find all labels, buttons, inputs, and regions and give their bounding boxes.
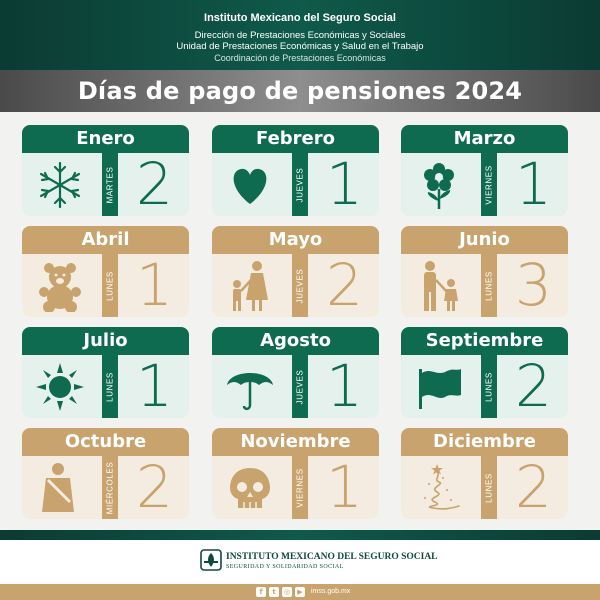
payment-date: 1 bbox=[515, 150, 552, 216]
website-link[interactable]: imss.gob.mx bbox=[311, 588, 351, 595]
month-name: Abril bbox=[81, 229, 130, 250]
month-card-octubre bbox=[22, 428, 189, 519]
payment-date: 2 bbox=[136, 150, 173, 216]
payment-date: 2 bbox=[326, 251, 363, 317]
payment-date: 1 bbox=[326, 352, 363, 418]
payment-date: 2 bbox=[515, 352, 552, 418]
month-card-mayo bbox=[212, 226, 379, 317]
christmas-tree-icon bbox=[413, 462, 465, 514]
month-name: Diciembre bbox=[433, 431, 536, 452]
month-name: Enero bbox=[76, 128, 135, 149]
twitter-icon[interactable]: t bbox=[269, 587, 279, 597]
youtube-icon[interactable]: ▶ bbox=[295, 587, 305, 597]
title-band bbox=[0, 70, 600, 112]
weekday-label: LUNES bbox=[105, 371, 115, 402]
month-card-septiembre bbox=[401, 327, 568, 418]
weekday-label: MARTES bbox=[105, 166, 115, 203]
month-name: Julio bbox=[83, 330, 128, 351]
weekday-label: LUNES bbox=[484, 472, 494, 503]
payment-date: 1 bbox=[136, 251, 173, 317]
month-name: Mayo bbox=[268, 229, 323, 250]
instagram-icon[interactable]: ◎ bbox=[283, 588, 291, 596]
snowflake-icon bbox=[34, 159, 86, 211]
footer-divider bbox=[0, 530, 600, 540]
weekday-label: LUNES bbox=[484, 270, 494, 301]
month-name: Febrero bbox=[256, 128, 335, 149]
month-card-junio bbox=[401, 226, 568, 317]
imss-logo-icon bbox=[200, 549, 222, 571]
header-org: Instituto Mexicano del Seguro Social bbox=[204, 12, 396, 24]
weekday-label: LUNES bbox=[105, 270, 115, 301]
payment-date: 1 bbox=[326, 150, 363, 216]
teddy-bear-icon bbox=[34, 260, 86, 312]
facebook-icon[interactable]: f bbox=[256, 587, 266, 597]
month-name: Marzo bbox=[453, 128, 516, 149]
month-card-julio bbox=[22, 327, 189, 418]
father-child-icon bbox=[413, 260, 465, 312]
social-links bbox=[256, 587, 305, 597]
weekday-label: JUEVES bbox=[295, 167, 305, 202]
weekday-label: VIERNES bbox=[295, 467, 305, 508]
weekday-label: MIÉRCOLES bbox=[105, 461, 115, 514]
month-name: Agosto bbox=[260, 330, 331, 351]
weekday-label: JUEVES bbox=[295, 268, 305, 303]
month-card-enero bbox=[22, 125, 189, 216]
weekday-label: LUNES bbox=[484, 371, 494, 402]
header-line3: Unidad de Prestaciones Económicas y Salud en el Trabajo bbox=[176, 41, 424, 52]
footer-org-name: INSTITUTO MEXICANO DEL SEGURO SOCIAL bbox=[226, 552, 438, 562]
payment-date: 3 bbox=[515, 251, 552, 317]
revolution-figure-icon bbox=[34, 462, 86, 514]
payment-date: 1 bbox=[326, 453, 363, 519]
header-line4: Coordinación de Prestaciones Económicas bbox=[214, 53, 386, 63]
month-name: Junio bbox=[459, 229, 510, 250]
page-title: Días de pago de pensiones 2024 bbox=[77, 77, 523, 105]
month-card-noviembre bbox=[212, 428, 379, 519]
footer bbox=[0, 540, 600, 584]
umbrella-icon bbox=[224, 361, 276, 413]
header-line2: Dirección de Prestaciones Económicas y Sociales bbox=[194, 30, 406, 41]
month-card-agosto bbox=[212, 327, 379, 418]
month-name: Octubre bbox=[64, 431, 147, 452]
sun-icon bbox=[34, 361, 86, 413]
month-card-marzo bbox=[401, 125, 568, 216]
flower-icon bbox=[413, 159, 465, 211]
payment-date: 1 bbox=[136, 352, 173, 418]
calendar-grid bbox=[0, 112, 600, 530]
month-name: Noviembre bbox=[240, 431, 351, 452]
heart-icon bbox=[224, 159, 276, 211]
weekday-label: VIERNES bbox=[484, 164, 494, 205]
mother-child-icon bbox=[224, 260, 276, 312]
month-name: Septiembre bbox=[425, 330, 544, 351]
skull-icon bbox=[224, 462, 276, 514]
footer-tagline: SEGURIDAD Y SOLIDARIDAD SOCIAL bbox=[226, 564, 344, 570]
month-card-abril bbox=[22, 226, 189, 317]
header-banner bbox=[0, 0, 600, 70]
payment-date: 2 bbox=[136, 453, 173, 519]
flag-icon bbox=[413, 361, 465, 413]
payment-date: 2 bbox=[515, 453, 552, 519]
weekday-label: JUEVES bbox=[295, 369, 305, 404]
month-card-diciembre bbox=[401, 428, 568, 519]
month-card-febrero bbox=[212, 125, 379, 216]
